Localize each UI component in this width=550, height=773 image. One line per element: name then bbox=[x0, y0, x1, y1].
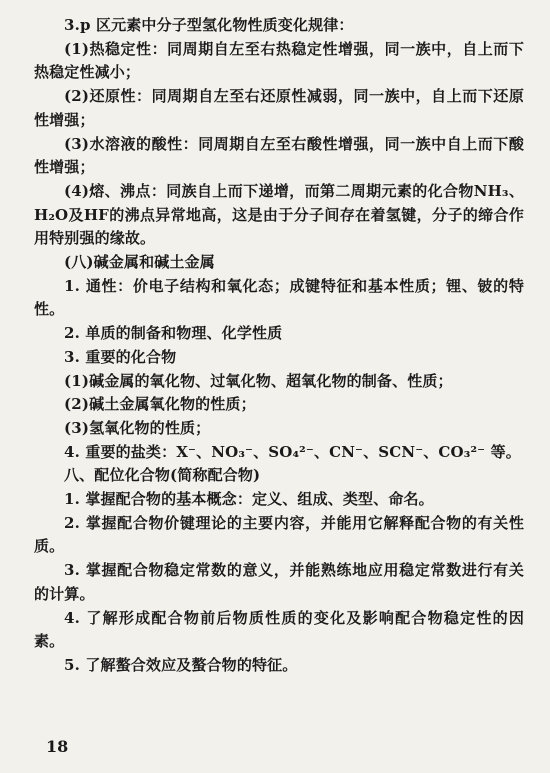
paragraph-basic-concepts: 1. 掌握配合物的基本概念：定义、组成、类型、命名。 bbox=[64, 490, 434, 509]
paragraph-melting-boiling: (4)熔、沸点：同族自上而下递增，而第二周期元素的化合物NH₃、H₂O及HF的沸点异常地高，这是由于分子间存在着氢键，分子的缔合作用特别强的缘故。 bbox=[34, 181, 524, 248]
paragraph-pblock-hydride-trends: 3.p 区元素中分子型氢化物性质变化规律： bbox=[64, 16, 354, 34]
paragraph-aqueous-acidity: (3)水溶液的酸性：同周期自左至右酸性增强，同一族中自上而下酸性增强； bbox=[34, 134, 524, 177]
paragraph-reducibility: (2)还原性：同周期自左至右还原性减弱，同一族中，自上而下还原性增强； bbox=[34, 87, 524, 129]
page-number: 18 bbox=[46, 737, 69, 756]
paragraph-chelate-effect: 5. 了解螯合效应及螯合物的特征。 bbox=[64, 655, 298, 674]
paragraph-property-changes: 4. 了解形成配合物前后物质性质的变化及影响配合物稳定性的因素。 bbox=[34, 608, 524, 651]
paragraph-general-properties: 1. 通性：价电子结构和氧化态；成键特征和基本性质；锂、铍的特性。 bbox=[34, 276, 524, 319]
paragraph-important-compounds: 3. 重要的化合物 bbox=[64, 347, 177, 366]
paragraph-element-preparation: 2. 单质的制备和物理、化学性质 bbox=[64, 324, 283, 343]
paragraph-valence-bond-theory: 2. 掌握配合物价键理论的主要内容，并能用它解释配合物的有关性质。 bbox=[34, 513, 524, 556]
document-body bbox=[34, 14, 524, 678]
paragraph-thermal-stability: (1)热稳定性：同周期自左至右热稳定性增强，同一族中，自上而下热稳定性减小； bbox=[34, 39, 524, 82]
paragraph-alkali-oxides: (1)碱金属的氧化物、过氧化物、超氧化物的制备、性质； bbox=[64, 371, 453, 390]
paragraph-alkaline-earth-oxides: (2)碱土金属氧化物的性质； bbox=[64, 395, 256, 414]
section-heading-coordination-compounds: 八、配位化合物(简称配合物) bbox=[64, 466, 261, 485]
section-heading-alkali-metals: (八)碱金属和碱土金属 bbox=[64, 253, 215, 272]
paragraph-stability-constant: 3. 掌握配合物稳定常数的意义，并能熟练地应用稳定常数进行有关的计算。 bbox=[34, 561, 524, 603]
paragraph-hydroxides: (3)氢氧化物的性质； bbox=[64, 418, 211, 437]
paragraph-important-salts: 4. 重要的盐类：X⁻、NO₃⁻、SO₄²⁻、CN⁻、SCN⁻、CO₃²⁻ 等。 bbox=[64, 442, 521, 461]
